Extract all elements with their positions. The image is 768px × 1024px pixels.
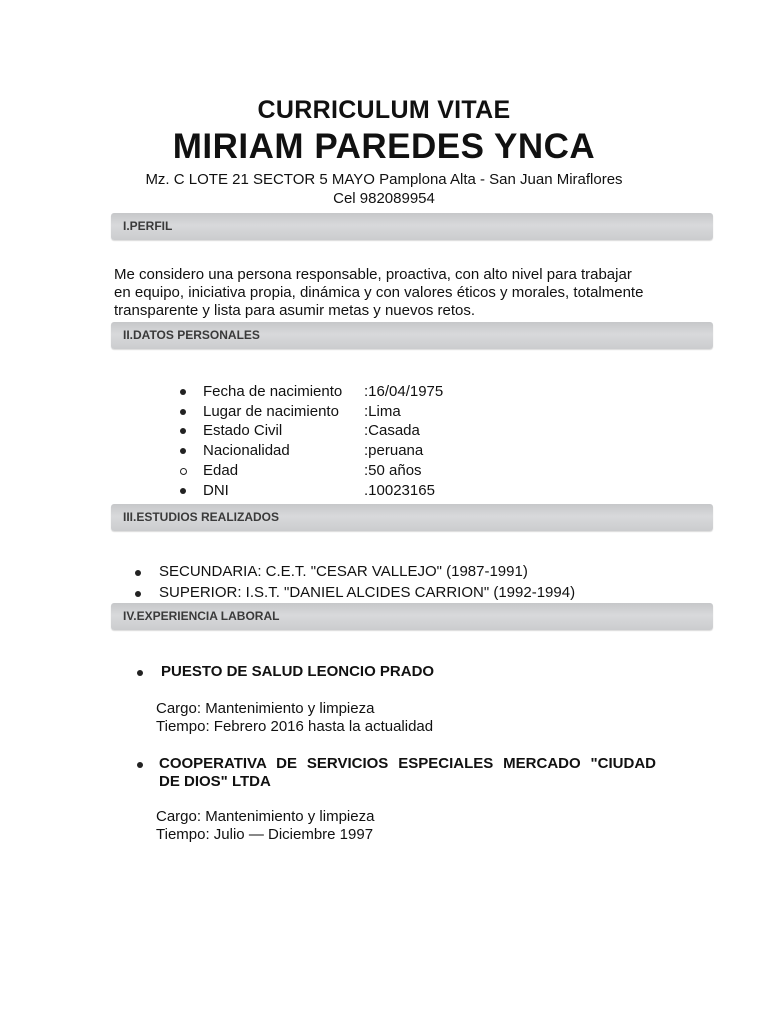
person-name: MIRIAM PAREDES YNCA (172, 127, 596, 166)
bullet-icon (135, 570, 141, 576)
section-header-experiencia (111, 603, 713, 630)
field-value: :50 años (364, 462, 422, 479)
section-title: IV.EXPERIENCIA LABORAL (123, 609, 280, 623)
field-label: DNI (203, 482, 229, 499)
section-title: I.PERFIL (123, 219, 173, 233)
bullet-icon (137, 762, 143, 768)
list-item (180, 403, 640, 423)
document-title: CURRICULUM VITAE (257, 96, 511, 124)
field-label: Edad (203, 462, 239, 479)
field-label: Estado Civil (203, 422, 283, 439)
bullet-icon (180, 448, 186, 454)
field-value: :peruana (364, 442, 424, 459)
field-value: :16/04/1975 (364, 383, 444, 400)
bullet-icon (180, 409, 186, 415)
study-entry: SECUNDARIA: C.E.T. "CESAR VALLEJO" (1987-1991) (159, 563, 528, 580)
job-period: Tiempo: Julio — Diciembre 1997 (156, 826, 374, 843)
field-value: :Casada (364, 422, 420, 439)
section-header-estudios (111, 504, 713, 531)
list-item (180, 462, 640, 482)
bullet-icon (137, 670, 143, 676)
section-header-datos (111, 322, 713, 349)
perfil-line: Me considero una persona responsable, proactiva, con alto nivel para trabajar (114, 266, 632, 283)
bullet-icon (135, 591, 141, 597)
field-label: Fecha de nacimiento (203, 383, 343, 400)
employer-name: PUESTO DE SALUD LEONCIO PRADO (161, 663, 435, 680)
job-role: Cargo: Mantenimiento y limpieza (156, 808, 375, 825)
perfil-line: transparente y lista para asumir metas y nuevos retos. (114, 302, 475, 319)
employer-name-line: DE DIOS" LTDA (159, 773, 271, 790)
perfil-line: en equipo, iniciativa propia, dinámica y con valores éticos y morales, totalmente (114, 284, 644, 301)
perfil-paragraph (114, 266, 674, 320)
study-entry: SUPERIOR: I.S.T. "DANIEL ALCIDES CARRION" (1992-1994) (159, 584, 576, 601)
employer-name (159, 755, 656, 791)
bullet-icon (180, 488, 186, 494)
field-value: :Lima (364, 403, 401, 420)
list-item (180, 482, 640, 502)
field-label: Lugar de nacimiento (203, 403, 339, 420)
phone: Cel 982089954 (333, 190, 435, 207)
job-role: Cargo: Mantenimiento y limpieza (156, 700, 375, 717)
bullet-icon (180, 389, 186, 395)
section-title: III.ESTUDIOS REALIZADOS (123, 510, 280, 524)
address: Mz. C LOTE 21 SECTOR 5 MAYO Pamplona Alta - San Juan Miraflores (145, 171, 623, 188)
field-label: Nacionalidad (203, 442, 290, 459)
field-value: .10023165 (364, 482, 435, 499)
hollow-bullet-icon (180, 468, 187, 475)
job-period: Tiempo: Febrero 2016 hasta la actualidad (156, 718, 434, 735)
bullet-icon (180, 428, 186, 434)
section-title: II.DATOS PERSONALES (123, 328, 260, 342)
employer-name-line: COOPERATIVA DE SERVICIOS ESPECIALES MERCADO "CIUDAD (159, 755, 656, 772)
list-item (180, 383, 640, 403)
section-header-perfil (111, 213, 713, 240)
list-item (180, 422, 640, 442)
list-item (180, 442, 640, 462)
